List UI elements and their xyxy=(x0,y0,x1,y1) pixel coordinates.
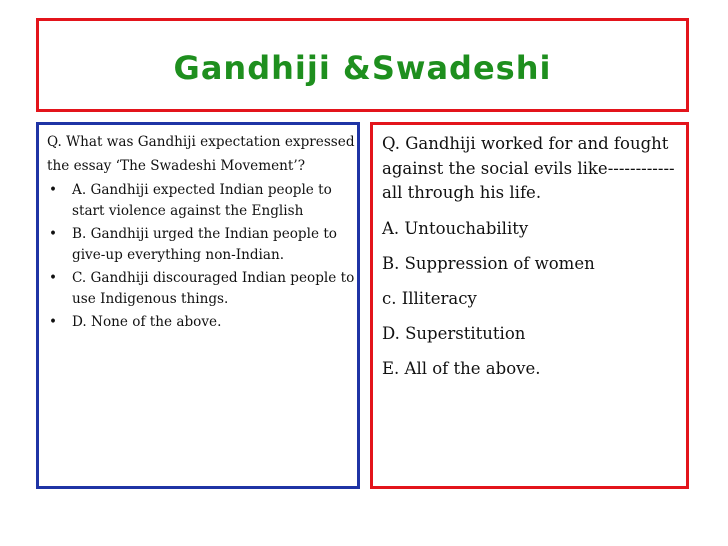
right-option-d: D. Superstitution xyxy=(382,323,526,343)
bullet-icon: • xyxy=(49,314,58,330)
left-option-d xyxy=(47,312,357,333)
left-options-list xyxy=(47,180,357,333)
left-option-a xyxy=(47,180,357,222)
bullet-icon: • xyxy=(49,226,58,242)
left-option-text: D. None of the above. xyxy=(72,314,222,330)
right-question: Q. Gandhiji worked for and fought against the social evils like------------all through his life. xyxy=(382,134,675,202)
left-option-b xyxy=(47,224,357,266)
left-question-panel xyxy=(36,122,360,489)
right-options-list xyxy=(382,217,686,381)
right-option-a: A. Untouchability xyxy=(382,218,529,238)
left-question: Q. What was Gandhiji expectation expressed the essay ‘The Swadeshi Movement’? xyxy=(47,134,355,174)
right-option-c: c. Illiteracy xyxy=(382,288,477,308)
title-box xyxy=(36,18,689,112)
left-option-text: B. Gandhiji urged the Indian people to give-up everything non-Indian. xyxy=(72,226,337,263)
right-option-b: B. Suppression of women xyxy=(382,253,595,273)
bullet-icon: • xyxy=(49,270,58,286)
slide-title: Gandhiji &Swadeshi xyxy=(173,49,552,87)
left-option-text: C. Gandhiji discouraged Indian people to use Indigenous things. xyxy=(72,270,355,307)
right-question-panel xyxy=(370,122,689,489)
left-option-text: A. Gandhiji expected Indian people to start violence against the English xyxy=(72,182,332,219)
left-option-c xyxy=(47,268,357,310)
right-option-e: E. All of the above. xyxy=(382,358,541,378)
bullet-icon: • xyxy=(49,182,58,198)
